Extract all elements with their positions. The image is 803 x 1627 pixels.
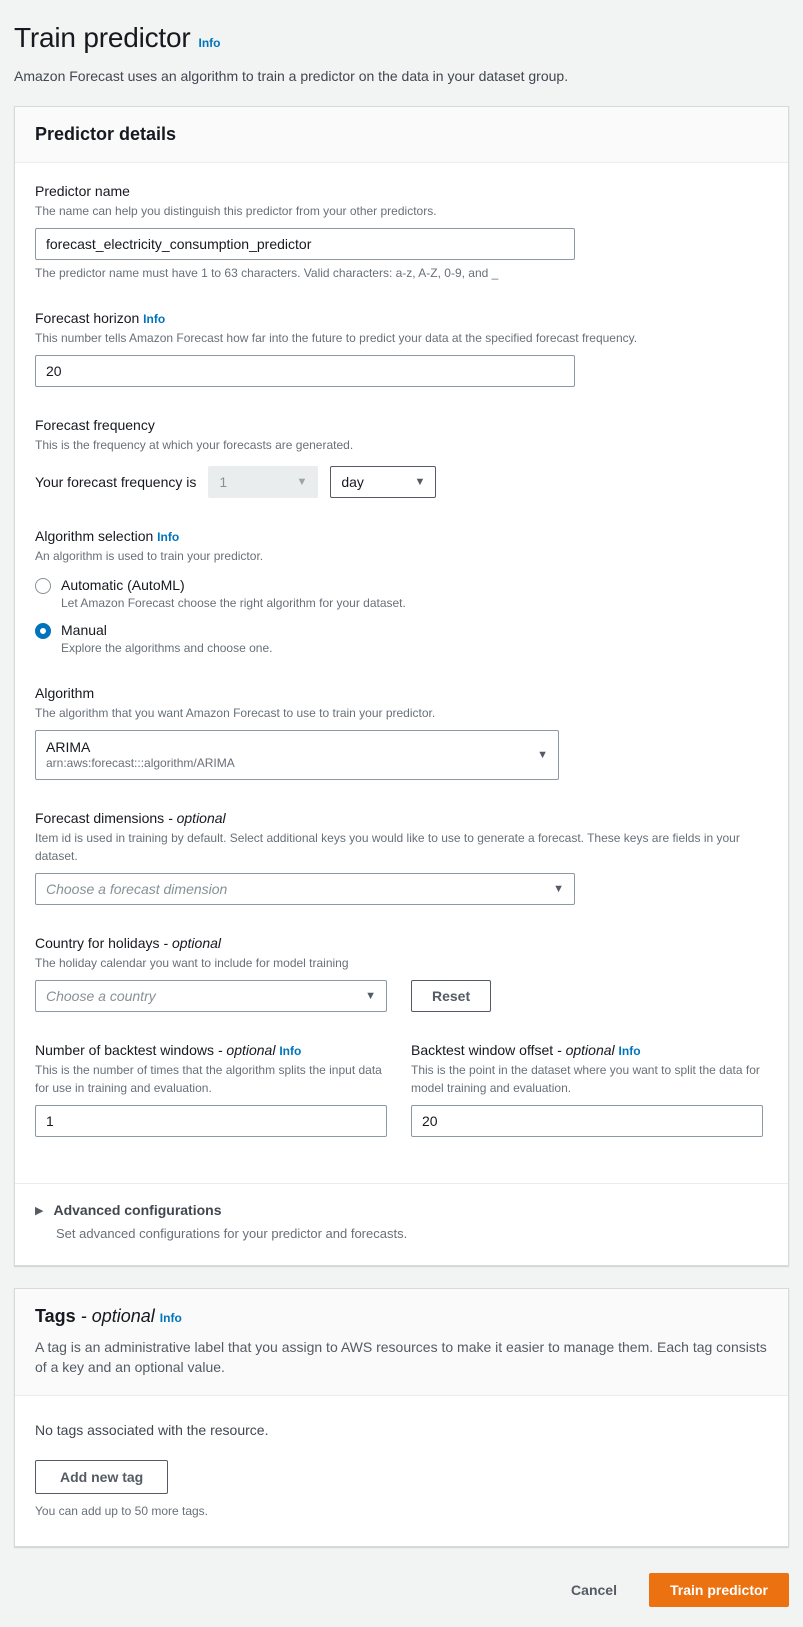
chevron-down-icon: ▼ [553, 883, 564, 895]
tags-description: A tag is an administrative label that you assign to AWS resources to make it easier to manage them. Each tag consists of a key and an optional value. [35, 1339, 767, 1376]
radio-automatic-label: Automatic (AutoML) [61, 577, 185, 593]
radio-option-manual[interactable] [35, 622, 768, 655]
predictor-details-title: Predictor details [35, 124, 177, 144]
train-predictor-button[interactable]: Train predictor [649, 1573, 789, 1607]
algorithm-field [35, 685, 768, 780]
backtest-offset-label-text: Backtest window offset [411, 1042, 554, 1058]
algorithm-selection-radio-group [35, 577, 768, 655]
frequency-interval-value: 1 [219, 474, 228, 490]
country-for-holidays-field [35, 935, 768, 1012]
country-for-holidays-label-text: Country for holidays [35, 935, 160, 951]
predictor-name-field [35, 183, 768, 280]
algorithm-selection-label-text: Algorithm selection [35, 528, 154, 544]
algorithm-selection-field [35, 528, 768, 655]
tags-title [35, 1306, 768, 1327]
forecast-dimensions-label-text: Forecast dimensions [35, 810, 165, 826]
chevron-down-icon: ▼ [296, 476, 308, 488]
chevron-down-icon: ▼ [537, 749, 548, 761]
algorithm-select-value [46, 738, 529, 772]
backtest-windows-description: This is the number of times that the algorithm splits the input data for use in training and evaluation. [35, 1063, 382, 1095]
predictor-details-body [15, 163, 788, 1183]
page-info-link[interactable]: Info [198, 36, 221, 50]
algorithm-selection-info-link[interactable]: Info [157, 530, 180, 544]
tags-card [14, 1288, 789, 1547]
forecast-horizon-field [35, 310, 768, 387]
tags-optional: - optional [80, 1306, 155, 1326]
backtest-windows-label [35, 1042, 387, 1058]
backtest-offset-info-link[interactable]: Info [618, 1044, 641, 1058]
forecast-horizon-label [35, 310, 768, 326]
algorithm-selection-description: An algorithm is used to train your predictor. [35, 549, 264, 563]
algorithm-description: The algorithm that you want Amazon Forecast to use to train your predictor. [35, 706, 436, 720]
forecast-horizon-info-link[interactable]: Info [143, 312, 166, 326]
backtest-offset-input[interactable] [411, 1105, 763, 1137]
country-for-holidays-optional: - optional [163, 935, 221, 951]
predictor-name-label: Predictor name [35, 183, 130, 199]
backtest-windows-label-text: Number of backtest windows [35, 1042, 214, 1058]
backtest-windows-info-link[interactable]: Info [279, 1044, 302, 1058]
radio-manual-description: Explore the algorithms and choose one. [61, 641, 273, 655]
cancel-button[interactable]: Cancel [571, 1581, 617, 1598]
backtest-offset-label [411, 1042, 763, 1058]
backtest-windows-optional: - optional [217, 1042, 276, 1058]
predictor-name-description: The name can help you distinguish this predictor from your other predictors. [35, 204, 437, 218]
backtest-offset-field [411, 1042, 763, 1137]
backtest-offset-description: This is the point in the dataset where you want to split the data for model training and evaluation. [411, 1063, 760, 1095]
forecast-frequency-label: Forecast frequency [35, 417, 155, 433]
forecast-dimensions-field [35, 810, 768, 905]
expand-triangle-icon: ▶ [35, 1204, 44, 1217]
forecast-horizon-description: This number tells Amazon Forecast how far into the future to predict your data at the specified forecast frequency. [35, 331, 638, 345]
algorithm-label: Algorithm [35, 685, 95, 701]
radio-texts [61, 622, 272, 655]
predictor-details-header [15, 107, 788, 163]
country-select-placeholder: Choose a country [46, 988, 156, 1004]
advanced-configurations-label: Advanced configurations [53, 1202, 222, 1218]
forecast-frequency-inline-label: Your forecast frequency is [35, 474, 197, 490]
forecast-frequency-field [35, 417, 768, 498]
country-for-holidays-label [35, 935, 768, 951]
predictor-details-card [14, 106, 789, 1266]
forecast-dimensions-label [35, 810, 768, 826]
backtest-windows-input[interactable] [35, 1105, 387, 1137]
algorithm-selection-label [35, 528, 768, 544]
tags-info-link[interactable]: Info [159, 1311, 182, 1325]
tags-body [15, 1396, 788, 1546]
advanced-configurations-expander [15, 1184, 788, 1265]
radio-manual-label: Manual [61, 622, 107, 638]
chevron-down-icon: ▼ [365, 990, 376, 1002]
backtest-windows-field [35, 1042, 387, 1137]
forecast-dimensions-optional: - optional [168, 810, 226, 826]
forecast-dimensions-select[interactable] [35, 873, 575, 905]
advanced-configurations-toggle[interactable] [35, 1202, 768, 1218]
page-title: Train predictor [14, 22, 191, 53]
radio-button-icon [35, 623, 51, 639]
radio-texts [61, 577, 406, 610]
algorithm-select-secondary: arn:aws:forecast:::algorithm/ARIMA [46, 756, 235, 771]
tags-empty-text: No tags associated with the resource. [35, 1421, 269, 1438]
reset-button[interactable]: Reset [411, 980, 491, 1012]
frequency-interval-select [208, 466, 318, 498]
backtest-row [35, 1042, 768, 1137]
predictor-name-input[interactable] [35, 228, 575, 260]
tags-title-text: Tags [35, 1306, 76, 1326]
forecast-horizon-label-text: Forecast horizon [35, 310, 140, 326]
radio-automatic-description: Let Amazon Forecast choose the right algorithm for your dataset. [61, 596, 406, 610]
country-row [35, 980, 768, 1012]
add-new-tag-button[interactable]: Add new tag [35, 1460, 168, 1494]
frequency-unit-select[interactable] [330, 466, 436, 498]
algorithm-select-primary: ARIMA [46, 739, 91, 756]
footer-actions [14, 1573, 789, 1607]
advanced-configurations-description: Set advanced configurations for your predictor and forecasts. [56, 1226, 408, 1241]
predictor-name-constraint: The predictor name must have 1 to 63 characters. Valid characters: a-z, A-Z, 0-9, and _ [35, 266, 499, 280]
chevron-down-icon: ▼ [414, 476, 426, 488]
page-subtitle: Amazon Forecast uses an algorithm to train a predictor on the data in your dataset group. [14, 68, 569, 84]
radio-option-automatic-automl[interactable] [35, 577, 768, 610]
page-header [14, 22, 789, 54]
frequency-unit-value: day [341, 474, 364, 490]
algorithm-select[interactable] [35, 730, 559, 780]
backtest-offset-optional: - optional [557, 1042, 615, 1058]
country-for-holidays-description: The holiday calendar you want to include for model training [35, 956, 349, 970]
radio-button-icon [35, 578, 51, 594]
forecast-dimensions-placeholder: Choose a forecast dimension [46, 881, 228, 897]
forecast-horizon-input[interactable] [35, 355, 575, 387]
tags-limit-text: You can add up to 50 more tags. [35, 1503, 209, 1518]
forecast-frequency-description: This is the frequency at which your forecasts are generated. [35, 438, 354, 452]
forecast-dimensions-description: Item id is used in training by default. Select additional keys you would like to use to generate a forecast. These keys are fields in your dataset. [35, 831, 740, 863]
country-select[interactable] [35, 980, 387, 1012]
forecast-frequency-row [35, 466, 768, 498]
tags-header [15, 1289, 788, 1396]
